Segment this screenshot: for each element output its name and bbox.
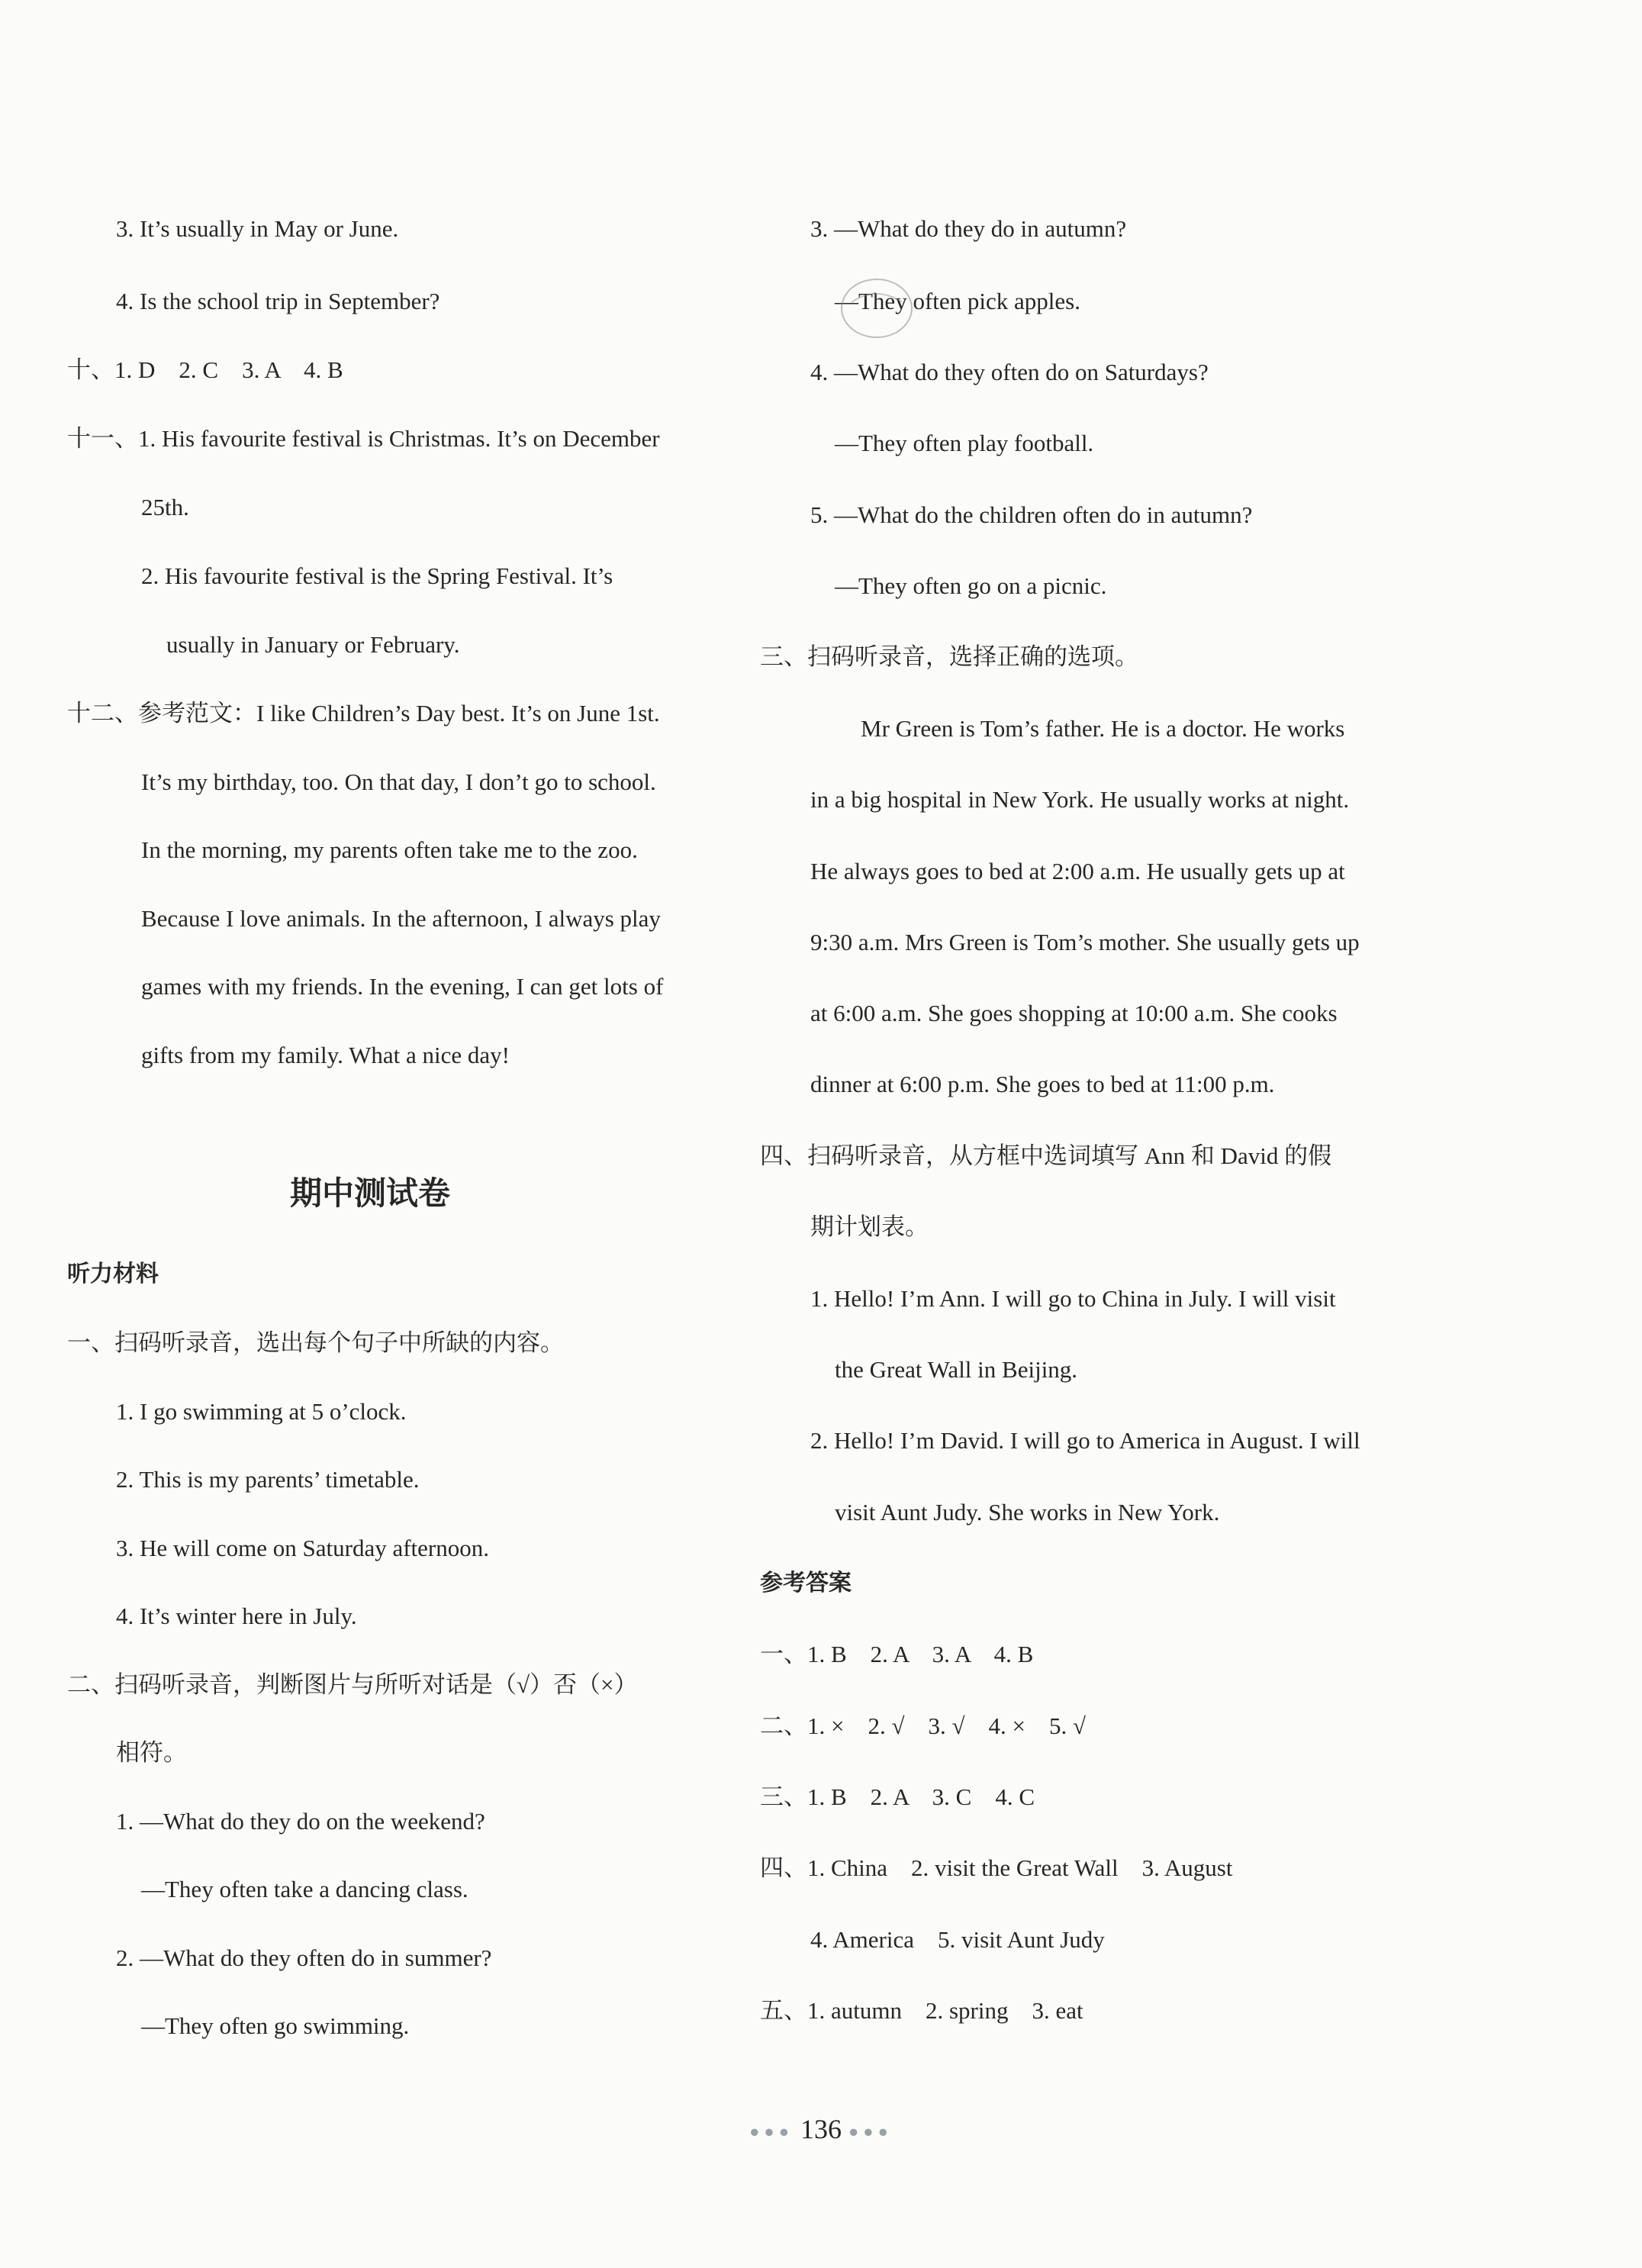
text-line: 2. His favourite festival is the Spring Festival. It’s: [141, 562, 613, 589]
answer-line: 十一、1. His favourite festival is Christmas. It’s on December: [67, 425, 660, 452]
page-number: [0, 2112, 1642, 2149]
question-header: 一、扫码听录音，选出每个句子中所缺的内容。: [67, 1329, 564, 1356]
text-line: 2. —What do they often do in summer?: [116, 1944, 492, 1971]
text-line: 3. —What do they do in autumn?: [810, 215, 1127, 242]
dots-left-icon: ●●●: [749, 2121, 794, 2141]
text-line: 2. This is my parents’ timetable.: [116, 1466, 420, 1493]
answers-heading: 参考答案: [760, 1570, 852, 1596]
essay-line: Because I love animals. In the afternoon, I always play: [141, 905, 661, 932]
essay-line: gifts from my family. What a nice day!: [141, 1042, 510, 1068]
answer-line: 三、1. B 2. A 3. C 4. C: [760, 1783, 1035, 1810]
passage-line: He always goes to bed at 2:00 a.m. He usually gets up at: [810, 858, 1345, 884]
passage-line: in a big hospital in New York. He usually works at night.: [810, 786, 1350, 813]
listening-heading: 听力材料: [67, 1261, 159, 1287]
text-line: 1. —What do they do on the weekend?: [116, 1808, 485, 1835]
dots-right-icon: ●●●: [848, 2121, 893, 2141]
essay-line: games with my friends. In the evening, I can get lots of: [141, 973, 664, 1000]
text-line: 5. —What do the children often do in autumn?: [810, 501, 1253, 528]
answer-line: 二、1. × 2. √ 3. √ 4. × 5. √: [760, 1712, 1087, 1739]
passage-line: Mr Green is Tom’s father. He is a doctor. He works: [861, 715, 1345, 742]
section-title: 期中测试卷: [290, 1174, 451, 1212]
question-header: 三、扫码听录音，选择正确的选项。: [760, 643, 1138, 670]
text-line: —They often go on a picnic.: [835, 572, 1107, 599]
text-line: 1. I go swimming at 5 o’clock.: [116, 1398, 407, 1425]
text-line: the Great Wall in Beijing.: [835, 1356, 1078, 1383]
text-line: 4. Is the school trip in September?: [116, 288, 440, 314]
text-line: 3. He will come on Saturday afternoon.: [116, 1535, 489, 1561]
text-line: 期计划表。: [810, 1213, 929, 1240]
text-line: —They often take a dancing class.: [141, 1876, 468, 1902]
text-line: 相符。: [116, 1739, 187, 1766]
passage-line: dinner at 6:00 p.m. She goes to bed at 11:00 p.m.: [810, 1071, 1275, 1097]
faint-stamp-icon: [835, 272, 919, 345]
text-line: —They often go swimming.: [141, 2012, 410, 2039]
text-line: —They often pick apples.: [835, 288, 1080, 314]
text-line: 3. It’s usually in May or June.: [116, 215, 399, 242]
text-line: 1. Hello! I’m Ann. I will go to China in July. I will visit: [810, 1285, 1336, 1312]
essay-line: In the morning, my parents often take me to the zoo.: [141, 836, 638, 863]
answer-line: 四、1. China 2. visit the Great Wall 3. August: [760, 1854, 1233, 1881]
text-line: 2. Hello! I’m David. I will go to America in August. I will: [810, 1427, 1360, 1454]
essay-line: It’s my birthday, too. On that day, I don’t go to school.: [141, 768, 656, 795]
text-line: usually in January or February.: [166, 631, 460, 658]
question-header: 二、扫码听录音，判断图片与所听对话是（√）否（×）: [67, 1671, 638, 1698]
text-line: —They often play football.: [835, 430, 1094, 456]
text-line: 4. —What do they often do on Saturdays?: [810, 359, 1209, 385]
answer-line: 十、1. D 2. C 3. A 4. B: [67, 356, 343, 383]
answer-line: 五、1. autumn 2. spring 3. eat: [760, 1997, 1083, 2024]
text-line: visit Aunt Judy. She works in New York.: [835, 1499, 1220, 1525]
answer-line: 一、1. B 2. A 3. A 4. B: [760, 1641, 1034, 1667]
question-header: 四、扫码听录音，从方框中选词填写 Ann 和 David 的假: [760, 1142, 1332, 1169]
passage-line: 9:30 a.m. Mrs Green is Tom’s mother. She usually gets up: [810, 929, 1360, 955]
passage-line: at 6:00 a.m. She goes shopping at 10:00 a.m. She cooks: [810, 1000, 1338, 1026]
essay-line: 十二、参考范文：I like Children’s Day best. It’s on June 1st.: [67, 700, 660, 726]
answer-line: 4. America 5. visit Aunt Judy: [810, 1926, 1105, 1953]
text-line: 4. It’s winter here in July.: [116, 1603, 357, 1629]
page-number-text: 136: [800, 2114, 842, 2144]
text-line: 25th.: [141, 494, 189, 520]
